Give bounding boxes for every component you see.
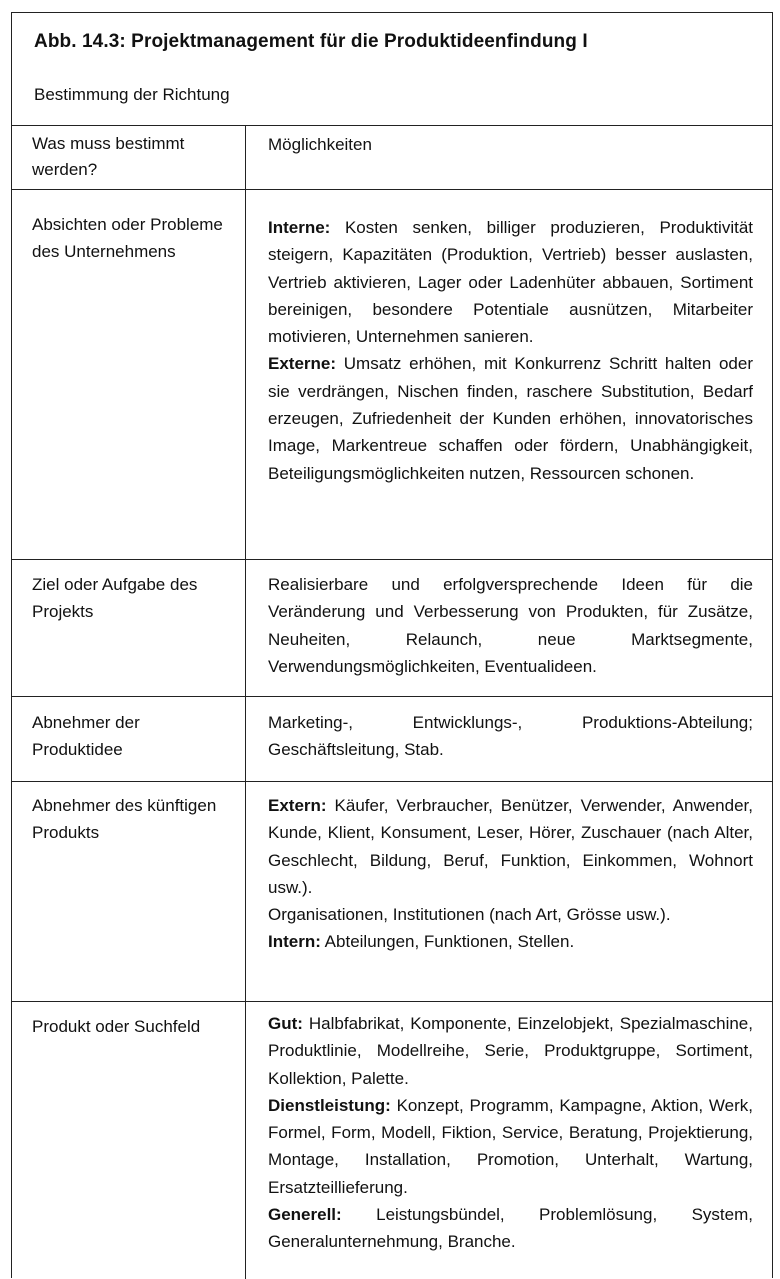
row-2-part-1-text: Realisierbare und erfolgversprechende Ideen für die Veränderung und Verbesserung von Produkten, für Zusätze, Neuheiten, Relaunch, neue Marktsegmente, Verwendungsmöglichkeiten, Eventualideen. [268,575,753,676]
row-5-part-1-label: Gut: [268,1014,303,1033]
row-3-label: Abnehmer der Produktidee [32,713,140,759]
row-5-part-3-text: Leistungsbündel, Problemlösung, System, Generalunternehmung, Branche. [268,1205,753,1252]
row-2-content [268,571,753,680]
header-right: Möglichkeiten [268,135,372,154]
header-left: Was muss bestimmt werden? [32,134,185,179]
row-3-content [268,709,753,764]
row-1-label: Absichten oder Probleme des Unternehmens [32,215,223,261]
row-4-part-3-text: Abteilungen, Funktionen, Stellen. [320,932,575,952]
row-5-part-2-label: Dienstleistung: [268,1095,391,1115]
column-divider [245,126,246,1279]
row-1-part-1-text: Kosten senken, billiger produzieren, Produktivität steigern, Kapazitäten (Produktion, Vertrieb) besser auslasten, Vertrieb aktivieren, Lager oder Ladenhüter abbauen, Sortiment bereinigen, besondere Potentiale ausnützen, Mitarbeiter motivieren, Unternehmen sanieren. [268,218,753,347]
row-5-part-3-label: Generell: [268,1205,342,1225]
row-4-part-1-text: Käufer, Verbraucher, Benützer, Verwender, Anwender, Kunde, Klient, Konsument, Leser, Hörer, Zuschauer (nach Alter, Geschlecht, Bildung, Beruf, Funktion, Einkommen, Wohnort usw.). [268,796,753,897]
rule-header-top [12,125,772,126]
rule-row-4 [12,1001,772,1002]
row-2-label: Ziel oder Aufgabe des Projekts [32,575,198,621]
row-1-content [268,214,753,487]
row-4-content [268,792,753,956]
row-4-part-2-text: Organisationen, Institutionen (nach Art, Grösse usw.). [268,905,671,925]
rule-row-2 [12,696,772,697]
row-1-part-2-label: Externe: [268,354,337,374]
rule-row-1 [12,559,772,560]
row-5-part-1-text: Halbfabrikat, Komponente, Einzelobjekt, Spezialmaschine, Produktlinie, Modellreihe, Serie, Produktgruppe, Sortiment, Kollektion, Palette. [268,1014,753,1088]
figure-subtitle: Bestimmung der Richtung [34,85,230,104]
rule-row-3 [12,781,772,782]
figure-title: Abb. 14.3: Projektmanagement für die Produktideenfindung I [34,31,588,52]
row-4-part-3-label: Intern: [268,932,321,952]
row-5-content [268,1010,753,1256]
row-5-part-2-text: Konzept, Programm, Kampagne, Aktion, Werk, Formel, Form, Modell, Fiktion, Service, Beratung, Projektierung, Montage, Installation, Promotion, Unterhalt, Wartung, Ersatzteillieferung. [268,1095,753,1197]
row-5-label: Produkt oder Suchfeld [32,1017,201,1036]
row-1-part-2-text: Umsatz erhöhen, mit Konkurrenz Schritt halten oder sie verdrängen, Nischen finden, raschere Substitution, Bedarf erzeugen, Zufriedenheit der Kunden erhöhen, innovatorisches Image, Markentreue schaffen oder fördern, Unabhängigkeit, Beteiligungsmöglichkeiten nutzen, Ressourcen schonen. [268,354,753,483]
rule-header-bottom [12,189,772,190]
table-frame [11,12,773,1278]
row-3-part-1-text: Marketing-, Entwicklungs-, Produktions-Abteilung; Geschäftsleitung, Stab. [268,713,753,760]
row-1-part-1-label: Interne: [268,218,331,237]
row-4-label: Abnehmer des künftigen Produkts [32,796,217,842]
row-4-part-1-label: Extern: [268,796,327,815]
